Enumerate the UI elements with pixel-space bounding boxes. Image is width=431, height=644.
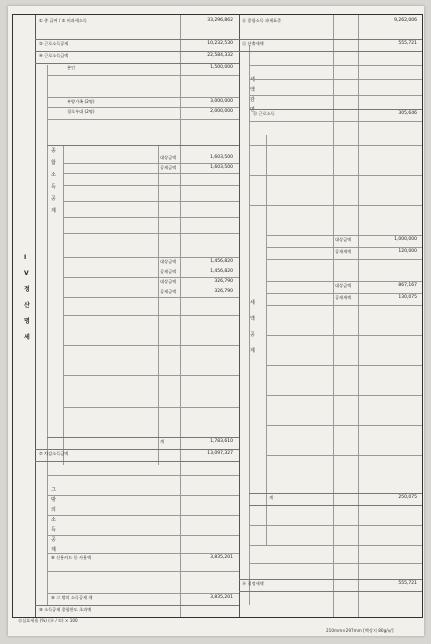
rule — [63, 257, 239, 258]
rule — [47, 495, 239, 496]
rule — [266, 455, 422, 456]
amount: 130,075 — [398, 295, 417, 300]
row-label: ⑨ 그 밖의 소득공제 계 — [51, 595, 93, 600]
amount: 326,790 — [214, 279, 233, 284]
amount: 1,603,500 — [210, 155, 233, 160]
amount: 555,721 — [398, 581, 417, 586]
rule — [239, 51, 422, 52]
amount: 3,000,000 — [210, 99, 233, 104]
amount: 1,783,610 — [210, 439, 233, 444]
amount: 1,603,500 — [210, 165, 233, 170]
amount: 1,000,000 — [394, 237, 417, 242]
rule — [35, 63, 239, 64]
rule — [35, 51, 239, 52]
rule — [249, 205, 422, 206]
rule — [47, 515, 239, 516]
rule — [266, 395, 422, 396]
rule — [249, 65, 422, 66]
row-label: 계 — [160, 439, 165, 444]
rule — [249, 505, 422, 506]
amount: 10,232,530 — [207, 41, 233, 46]
rule — [63, 201, 239, 202]
row-label: 대상금액 — [160, 279, 177, 284]
rule — [35, 39, 422, 40]
row-label: ⑭ 결정세액 — [242, 581, 264, 586]
divider — [158, 145, 159, 465]
row-label: 공제세액 — [335, 295, 352, 300]
row-label: ① 총 급여 / ② 비과세소득 — [39, 18, 87, 23]
rule — [249, 563, 422, 564]
rule — [63, 297, 239, 298]
rule — [63, 277, 239, 278]
left-group-label-a: 종합소득공제 — [51, 148, 56, 214]
row-label: ⑧ 신용카드 등 사용액 — [51, 555, 92, 560]
rule — [63, 345, 239, 346]
rule — [35, 461, 239, 462]
rule — [63, 315, 239, 316]
amount: 33,296,862 — [207, 18, 233, 23]
row-label: ④ 근로소득금액 — [39, 53, 69, 58]
left-group-label-b: 그 밖의 소득공제 — [51, 487, 56, 553]
amount: 1,500,000 — [210, 65, 233, 70]
rule — [63, 185, 239, 186]
rule — [249, 121, 422, 122]
rule — [47, 571, 239, 572]
row-label: 부양가족 (2명) — [67, 99, 95, 104]
rule — [249, 145, 422, 146]
rule — [249, 175, 422, 176]
row-label: ⑦ 차감소득금액 — [39, 451, 69, 456]
row-label: 공제금액 — [160, 289, 177, 294]
rule — [249, 525, 422, 526]
rule — [266, 305, 422, 306]
rule — [47, 535, 239, 536]
rule — [47, 553, 239, 554]
amount: 250,075 — [398, 495, 417, 500]
rule — [47, 75, 239, 76]
row-label: 대상금액 — [160, 259, 177, 264]
amount: 1,456,820 — [210, 269, 233, 274]
rule — [35, 449, 239, 450]
amount: 13,097,327 — [207, 451, 233, 456]
divider — [266, 135, 267, 545]
footer-left: ⑮실효세율 (%) (⑭ / ①) × 100 — [18, 618, 78, 623]
rule — [47, 107, 239, 108]
form-frame — [12, 14, 423, 618]
row-label: 계 — [269, 495, 274, 500]
row-label: 대상금액 — [160, 155, 177, 160]
row-label: 대상금액 — [335, 237, 352, 242]
rule — [63, 407, 239, 408]
row-label: ⑫ 산출세액 — [242, 41, 264, 46]
row-label: ⑩ 소득공제 종합한도 초과액 — [39, 607, 92, 612]
divider — [239, 15, 240, 617]
rule — [63, 233, 239, 234]
rule — [63, 375, 239, 376]
rule — [239, 579, 422, 580]
amount: 867,167 — [398, 283, 417, 288]
rule — [249, 95, 422, 96]
rule — [47, 145, 239, 146]
right-group-label-b: 세액공제 — [250, 300, 255, 354]
rule — [47, 437, 239, 438]
rule — [35, 605, 239, 606]
rule — [249, 79, 422, 80]
row-label: 공제금액 — [160, 269, 177, 274]
tax-form-page — [8, 6, 424, 636]
rule — [47, 119, 239, 120]
row-label: ⑬ 근로소득 — [253, 111, 275, 116]
divider — [333, 15, 334, 617]
rule — [266, 235, 422, 236]
rule — [47, 475, 239, 476]
divider — [47, 65, 48, 605]
section-title: IV 정 산 명 세 — [24, 254, 30, 341]
divider — [180, 15, 181, 617]
rule — [63, 217, 239, 218]
row-label: 본인 — [67, 65, 76, 70]
divider — [35, 15, 36, 617]
rule — [47, 97, 239, 98]
row-label: 대상금액 — [335, 283, 352, 288]
row-label: 공제세액 — [335, 249, 352, 254]
divider — [249, 45, 250, 605]
right-group-label-a: 세액감면 — [250, 77, 255, 113]
rule — [249, 109, 422, 110]
rule — [249, 545, 422, 546]
row-label: ⑪ 종합소득 과세표준 — [242, 18, 282, 23]
rule — [47, 593, 239, 594]
amount: 3,835,201 — [210, 555, 233, 560]
rule — [249, 493, 422, 494]
amount: 9,262,006 — [394, 18, 417, 23]
rule — [266, 425, 422, 426]
rule — [266, 247, 422, 248]
divider — [358, 15, 359, 617]
amount: 22,584,332 — [207, 53, 233, 58]
rule — [266, 335, 422, 336]
footer-right: 210mm×297mm [백상지 80g/㎡] — [326, 628, 394, 633]
rule — [63, 173, 239, 174]
rule — [63, 163, 239, 164]
amount: 555,721 — [398, 41, 417, 46]
divider — [63, 145, 64, 465]
rule — [239, 591, 422, 592]
row-label: 경로우대 (2명) — [67, 109, 95, 114]
rule — [266, 365, 422, 366]
amount: 3,835,201 — [210, 595, 233, 600]
amount: 1,456,820 — [210, 259, 233, 264]
rule — [266, 259, 422, 260]
rule — [266, 293, 422, 294]
rule — [266, 281, 422, 282]
row-label: 공제금액 — [160, 165, 177, 170]
row-label: ③ 근로소득공제 — [39, 41, 69, 46]
amount: 305,646 — [398, 111, 417, 116]
amount: 120,000 — [398, 249, 417, 254]
amount: 2,000,000 — [210, 109, 233, 114]
amount: 326,790 — [214, 289, 233, 294]
